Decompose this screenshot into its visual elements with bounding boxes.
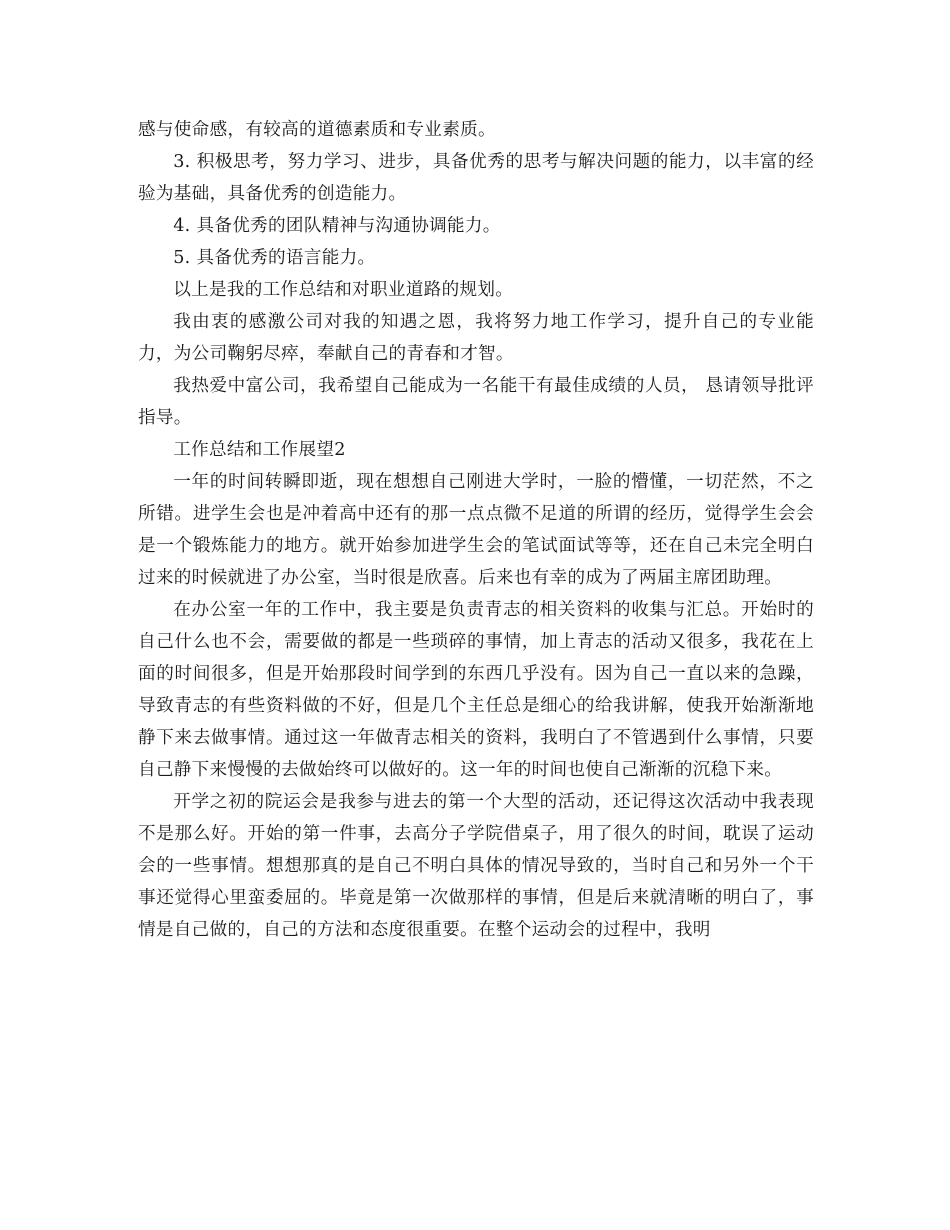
paragraph-9: 一年的时间转瞬即逝，现在想想自己刚进大学时，一脸的懵懂，一切茫然，不之所错。进学生会也是冲着高中还有的那一点点微不足道的所谓的经历，觉得学生会会是一个锻炼能力的地方。就开始参加进学生会的笔试面试等等，还在自己未完全明白过来的时候就进了办公室，当时很是欣喜。后来也有幸的成为了两届主席团助理。 [138, 472, 814, 588]
paragraph-1: 感与使命感，有较高的道德素质和专业素质。 [138, 120, 496, 140]
paragraph-4: 5. 具备优秀的语言能力。 [173, 248, 376, 268]
section-heading: 工作总结和工作展望2 [173, 440, 346, 460]
paragraph-10: 在办公室一年的工作中，我主要是负责青志的相关资料的收集与汇总。开始时的自己什么也不会，需要做的都是一些琐碎的事情，加上青志的活动又很多，我花在上面的时间很多，但是开始那段时间学到的东西几乎没有。因为自己一直以来的急躁，导致青志的有些资料做的不好，但是几个主任总是细心的给我讲解，使我开始渐渐地静下来去做事情。通过这一年做青志相关的资料，我明白了不管遇到什么事情，只要自己静下来慢慢的去做始终可以做好的。这一年的时间也使自己渐渐的沉稳下来。 [138, 600, 814, 780]
document-body [138, 114, 814, 946]
paragraph-7: 我热爱中富公司，我希望自己能成为一名能干有最佳成绩的人员， 恳请领导批评指导。 [138, 376, 814, 428]
paragraph-11: 开学之初的院运会是我参与进去的第一个大型的活动，还记得这次活动中我表现不是那么好。开始的第一件事，去高分子学院借桌子，用了很久的时间，耽误了运动会的一些事情。想想那真的是自己不明白具体的情况导致的，当时自己和另外一个干事还觉得心里蛮委屈的。毕竟是第一次做那样的事情，但是后来就清晰的明白了，事情是自己做的，自己的方法和态度很重要。在整个运动会的过程中，我明 [138, 792, 814, 940]
paragraph-2: 3. 积极思考，努力学习、进步，具备优秀的思考与解决问题的能力，以丰富的经验为基础，具备优秀的创造能力。 [138, 152, 814, 204]
paragraph-5: 以上是我的工作总结和对职业道路的规划。 [173, 280, 514, 300]
paragraph-6: 我由衷的感激公司对我的知遇之恩，我将努力地工作学习，提升自己的专业能力，为公司鞠躬尽瘁，奉献自己的青春和才智。 [138, 312, 814, 364]
paragraph-3: 4. 具备优秀的团队精神与沟通协调能力。 [173, 216, 501, 236]
